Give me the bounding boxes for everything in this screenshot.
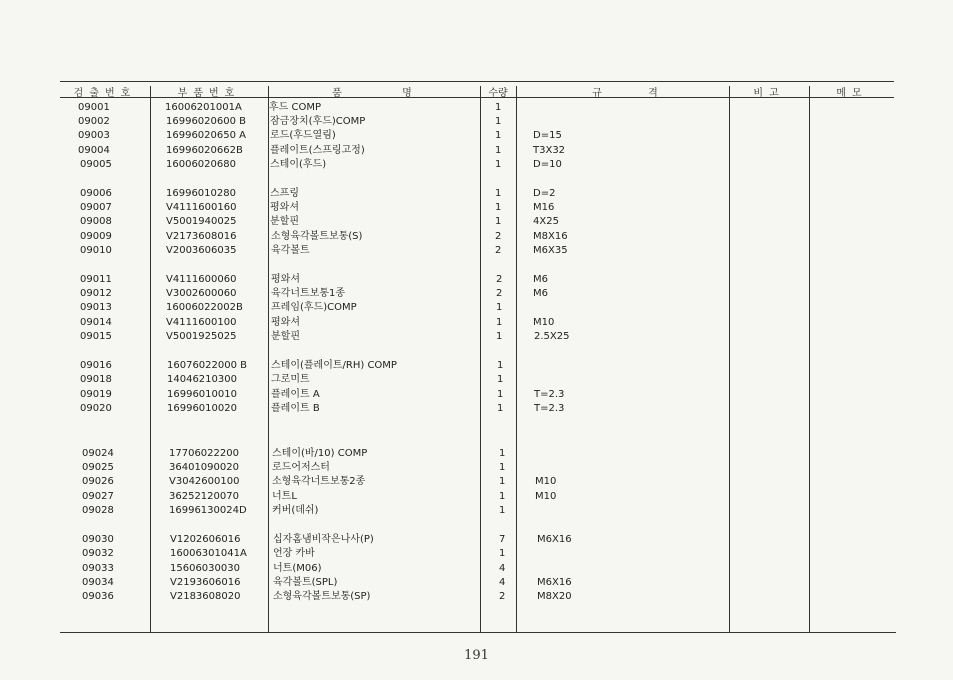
row-item-name: 스테이(플레이트/RH) COMP: [271, 360, 397, 371]
row-detection-number: 09028: [82, 505, 114, 516]
row-detection-number: 09003: [78, 130, 110, 141]
row-part-number: V3002600060: [166, 288, 237, 299]
column-divider: [729, 86, 730, 632]
row-part-number: 36401090020: [169, 462, 239, 473]
row-quantity: 1: [499, 476, 506, 487]
row-item-name: 플레이트 B: [271, 403, 320, 414]
row-part-number: 15606030030: [170, 563, 240, 574]
row-quantity: 1: [497, 403, 504, 414]
row-quantity: 1: [495, 188, 502, 199]
row-spec: 4X25: [533, 216, 559, 227]
row-spec: M10: [533, 317, 555, 328]
row-detection-number: 09020: [80, 403, 112, 414]
row-quantity: 2: [499, 591, 506, 602]
row-part-number: 16996010020: [167, 403, 237, 414]
row-spec: M8X16: [533, 231, 568, 242]
row-spec: M8X20: [537, 591, 572, 602]
header-remarks: 비고: [753, 88, 785, 99]
row-part-number: V2173608016: [166, 231, 237, 242]
row-quantity: 1: [496, 317, 503, 328]
row-spec: M16: [533, 202, 555, 213]
row-quantity: 1: [499, 448, 506, 459]
row-detection-number: 09013: [80, 302, 112, 313]
row-spec: D=10: [533, 159, 562, 170]
row-quantity: 1: [495, 159, 502, 170]
row-spec: M6X16: [537, 534, 572, 545]
row-spec: T=2.3: [534, 389, 565, 400]
row-detection-number: 09011: [80, 274, 112, 285]
row-part-number: V2003606035: [166, 245, 237, 256]
row-quantity: 1: [496, 331, 503, 342]
row-part-number: 16006201001A: [165, 102, 242, 113]
row-part-number: 17706022200: [169, 448, 239, 459]
row-detection-number: 09004: [78, 145, 110, 156]
row-quantity: 2: [496, 274, 503, 285]
row-item-name: 언장 카바: [273, 548, 315, 559]
row-part-number: 16996130024D: [169, 505, 247, 516]
row-part-number: 16076022000 B: [167, 360, 248, 371]
row-part-number: 16996020650 A: [166, 130, 247, 141]
row-part-number: 16006301041A: [170, 548, 247, 559]
row-quantity: 1: [495, 202, 502, 213]
column-divider: [480, 86, 481, 632]
row-detection-number: 09015: [80, 331, 112, 342]
row-item-name: 로드(후드열림): [270, 130, 336, 141]
row-part-number: V1202606016: [170, 534, 241, 545]
row-part-number: 16006020680: [166, 159, 236, 170]
row-detection-number: 09034: [82, 577, 114, 588]
row-part-number: 16996010010: [167, 389, 237, 400]
row-item-name: 커버(데쉬): [272, 505, 319, 516]
row-spec: M6X35: [533, 245, 568, 256]
row-spec: M6: [533, 274, 548, 285]
column-divider: [809, 86, 810, 632]
row-item-name: 소형육각볼트보통(S): [271, 231, 363, 242]
row-quantity: 4: [499, 563, 506, 574]
row-detection-number: 09036: [82, 591, 114, 602]
row-item-name: 로드어저스터: [272, 462, 330, 473]
row-spec: D=2: [533, 188, 556, 199]
row-detection-number: 09009: [80, 231, 112, 242]
row-detection-number: 09018: [80, 374, 112, 385]
row-item-name: 육각너트보통1종: [271, 288, 345, 299]
row-spec: M10: [535, 476, 557, 487]
row-detection-number: 09024: [82, 448, 114, 459]
row-item-name: 그로미트: [271, 374, 310, 385]
row-detection-number: 09032: [82, 548, 114, 559]
row-item-name: 플레이트 A: [271, 389, 320, 400]
row-item-name: 플레이트(스프링고정): [270, 145, 365, 156]
row-quantity: 1: [495, 216, 502, 227]
row-part-number: V2193606016: [170, 577, 241, 588]
row-quantity: 1: [497, 374, 504, 385]
row-item-name: 너트(M06): [273, 563, 322, 574]
row-detection-number: 09001: [78, 102, 110, 113]
row-detection-number: 09008: [80, 216, 112, 227]
row-item-name: 프레임(후드)COMP: [271, 302, 357, 313]
row-item-name: 십자홈냄비작은나사(P): [273, 534, 374, 545]
table-top-rule: [60, 81, 894, 82]
row-part-number: V3042600100: [169, 476, 240, 487]
row-quantity: 1: [499, 462, 506, 473]
row-part-number: V4111600160: [166, 202, 237, 213]
row-part-number: 16996020662B: [166, 145, 243, 156]
row-spec: M10: [535, 491, 557, 502]
row-item-name: 분할핀: [270, 216, 299, 227]
row-detection-number: 09005: [80, 159, 112, 170]
row-part-number: 16996020600 B: [166, 116, 247, 127]
row-detection-number: 09016: [80, 360, 112, 371]
header-memo: 메모: [836, 88, 868, 99]
header-spec-2: 격: [648, 88, 664, 99]
row-detection-number: 09025: [82, 462, 114, 473]
row-spec: 2.5X25: [534, 331, 570, 342]
row-part-number: 36252120070: [169, 491, 239, 502]
row-detection-number: 09027: [82, 491, 114, 502]
row-quantity: 2: [495, 245, 502, 256]
row-detection-number: 09019: [80, 389, 112, 400]
row-item-name: 육각볼트: [271, 245, 310, 256]
row-quantity: 1: [495, 145, 502, 156]
row-part-number: V5001940025: [166, 216, 237, 227]
row-quantity: 4: [499, 577, 506, 588]
row-item-name: 스테이(바/10) COMP: [272, 448, 368, 459]
row-quantity: 1: [497, 360, 504, 371]
row-detection-number: 09014: [80, 317, 112, 328]
row-detection-number: 09006: [80, 188, 112, 199]
row-detection-number: 09010: [80, 245, 112, 256]
header-detection-number: 검출번호: [73, 88, 137, 99]
row-quantity: 1: [495, 130, 502, 141]
row-item-name: 잠금장치(후드)COMP: [270, 116, 366, 127]
column-divider: [150, 86, 151, 632]
column-divider: [268, 86, 269, 632]
table-bottom-rule: [60, 632, 896, 633]
row-spec: M6: [533, 288, 548, 299]
row-part-number: V4111600100: [166, 317, 237, 328]
row-part-number: 16996010280: [166, 188, 236, 199]
column-divider: [516, 86, 517, 632]
row-quantity: 2: [495, 231, 502, 242]
row-item-name: 평와셔: [270, 202, 299, 213]
row-item-name: 너트L: [272, 491, 297, 502]
row-spec: T3X32: [533, 145, 566, 156]
header-item-name-1: 품: [332, 88, 348, 99]
row-part-number: V2183608020: [170, 591, 241, 602]
row-detection-number: 09026: [82, 476, 114, 487]
row-item-name: 스프링: [270, 188, 299, 199]
row-part-number: 16006022002B: [166, 302, 243, 313]
row-quantity: 1: [495, 116, 502, 127]
row-part-number: V4111600060: [166, 274, 237, 285]
row-item-name: 스테이(후드): [270, 159, 327, 170]
row-item-name: 평와셔: [271, 274, 300, 285]
row-item-name: 소형육각볼트보통(SP): [273, 591, 371, 602]
header-spec-1: 규: [592, 88, 608, 99]
row-item-name: 평와셔: [271, 317, 300, 328]
row-part-number: V5001925025: [166, 331, 237, 342]
row-item-name: 육각볼트(SPL): [273, 577, 338, 588]
row-quantity: 1: [495, 102, 502, 113]
row-detection-number: 09007: [80, 202, 112, 213]
header-part-number: 부품번호: [177, 88, 241, 99]
row-spec: T=2.3: [534, 403, 565, 414]
row-item-name: 분할핀: [271, 331, 300, 342]
row-detection-number: 09012: [80, 288, 112, 299]
row-quantity: 7: [499, 534, 506, 545]
row-spec: D=15: [533, 130, 562, 141]
row-quantity: 1: [496, 302, 503, 313]
row-detection-number: 09030: [82, 534, 114, 545]
row-quantity: 1: [499, 548, 506, 559]
page-number: 191: [464, 648, 489, 663]
row-item-name: 후드 COMP: [269, 102, 322, 113]
row-spec: M6X16: [537, 577, 572, 588]
row-detection-number: 09033: [82, 563, 114, 574]
header-item-name-2: 명: [402, 88, 418, 99]
header-quantity: 수량: [488, 88, 508, 99]
row-item-name: 소형육각너트보통2종: [272, 476, 366, 487]
row-quantity: 1: [499, 491, 506, 502]
row-part-number: 14046210300: [167, 374, 237, 385]
row-quantity: 1: [497, 389, 504, 400]
row-quantity: 1: [499, 505, 506, 516]
row-detection-number: 09002: [78, 116, 110, 127]
row-quantity: 2: [496, 288, 503, 299]
